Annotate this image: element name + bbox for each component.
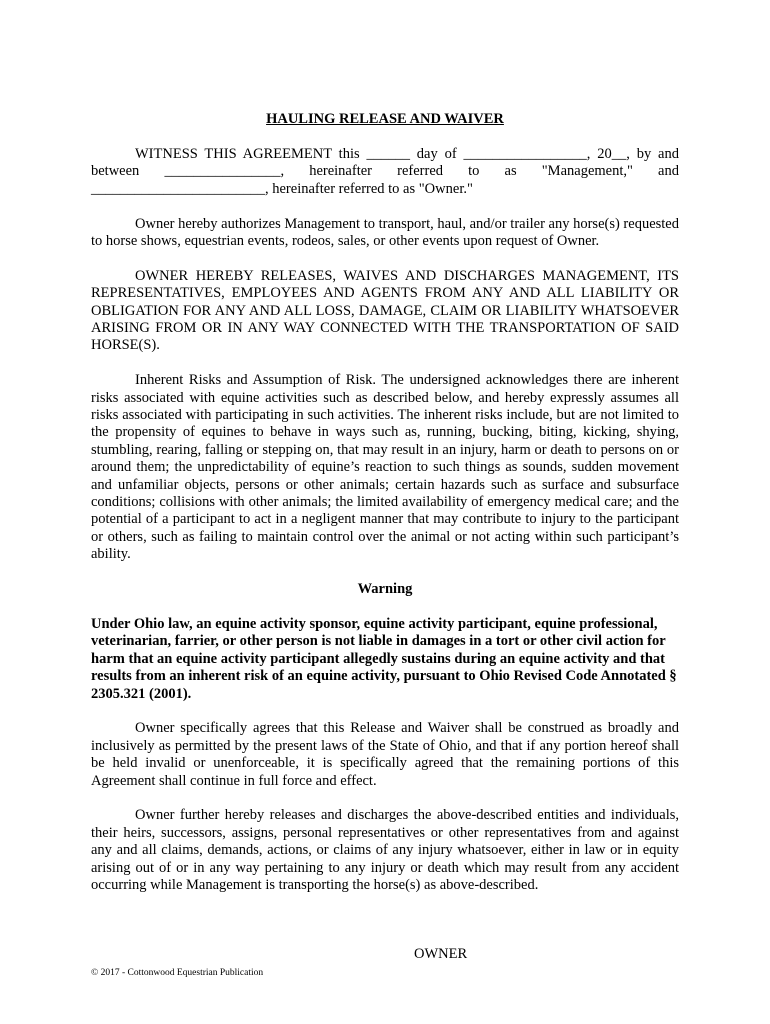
document-body (91, 146, 679, 912)
release-paragraph: OWNER HEREBY RELEASES, WAIVES AND DISCHARGES MANAGEMENT, ITS REPRESENTATIVES, EMPLOYEES AND AGENTS FROM ANY AND ALL LIABILITY OR OBLIGATION FOR ANY AND ALL LOSS, DAMAGE, CLAIM OR LIABILITY WHATSOEVER ARISING FROM OR IN ANY WAY CONNECTED WITH THE TRANSPORTATION OF SAID HORSE(S). (91, 267, 679, 354)
copyright-footer: © 2017 - Cottonwood Equestrian Publication (91, 968, 264, 978)
warning-text: Under Ohio law, an equine activity sponsor, equine activity participant, equine professional, veterinarian, farrier, or other person is not liable in damages in a tort or other civil action for harm that an equine activity participant allegedly sustains during an equine activity and that results from an inherent risk of an equine activity, pursuant to Ohio Revised Code Annotated § 2305.321 (2001). (91, 615, 677, 702)
warning-heading: Warning (357, 581, 413, 598)
witness-paragraph: WITNESS THIS AGREEMENT this ______ day of _________________, 20__, by and between ________________, hereinafter referred to as "Management," and ________________________, hereinafter referred to as "Owner." (91, 146, 679, 197)
construction-paragraph: Owner specifically agrees that this Release and Waiver shall be construed as broadly and inclusively as permitted by the present laws of the State of Ohio, and that if any portion hereof shall be held invalid or unenforceable, it is specifically agreed that the remaining portions of this Agreement shall continue in full force and effect. (91, 720, 679, 789)
document-title: HAULING RELEASE AND WAIVER (266, 111, 504, 127)
owner-signature-label: OWNER (414, 946, 468, 962)
inherent-risks-paragraph: Inherent Risks and Assumption of Risk. The undersigned acknowledges there are inherent risks associated with equine activities such as described below, and hereby expressly assumes all risks associated with participating in such activities. The inherent risks include, but are not limited to the propensity of equines to behave in ways such as, running, bucking, biting, kicking, shying, stumbling, rearing, falling or stepping on, that may result in an injury, harm or death to persons on or around them; the unpredictability of equine’s reaction to such things as sounds, sudden movement and unfamiliar objects, persons or other animals; certain hazards such as surface and subsurface conditions; collisions with other animals; the limited availability of emergency medical care; and the potential of a participant to act in a negligent manner that may contribute to injury to the participant or others, such as failing to maintain control over the animal or not acting within such participant’s ability. (91, 372, 679, 563)
further-release-paragraph: Owner further hereby releases and discharges the above-described entities and individuals, their heirs, successors, assigns, personal representatives or other representatives from and against any and all claims, demands, actions, or claims of any injury whatsoever, either in law or in equity arising out of or in any way pertaining to any injury or death which may result from any accident occurring while Management is transporting the horse(s) as above-described. (91, 807, 679, 893)
authorization-paragraph: Owner hereby authorizes Management to transport, haul, and/or trailer any horse(s) requested to horse shows, equestrian events, rodeos, sales, or other events upon request of Owner. (91, 215, 679, 250)
